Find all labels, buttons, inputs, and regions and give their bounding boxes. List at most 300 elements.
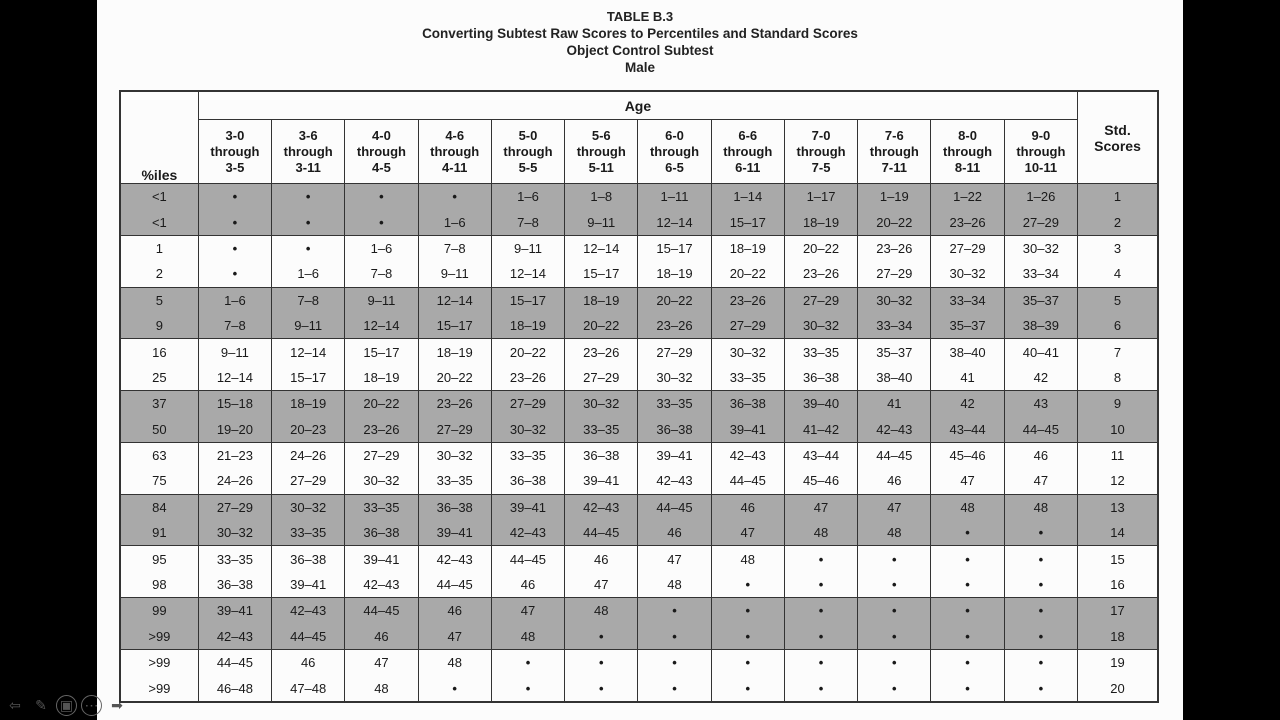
raw-score-cell: 45–46 (931, 442, 1004, 468)
raw-score-cell: 47 (784, 494, 857, 520)
table-row (120, 675, 1158, 701)
std-label-line2: Scores (1094, 137, 1141, 154)
raw-score-cell: • (858, 624, 931, 650)
raw-score-cell: 20–22 (784, 235, 857, 261)
raw-score-cell: • (565, 650, 638, 676)
raw-score-cell: 44–45 (858, 442, 931, 468)
table-row (120, 598, 1158, 624)
std-score-cell: 4 (1078, 261, 1158, 287)
raw-score-cell: 47 (345, 650, 418, 676)
raw-score-cell: 33–35 (198, 546, 271, 572)
raw-score-cell: 30–32 (418, 442, 491, 468)
raw-score-cell: 33–34 (931, 287, 1004, 313)
raw-score-cell: 48 (711, 546, 784, 572)
raw-score-cell: 44–45 (565, 520, 638, 546)
raw-score-cell: 35–37 (931, 313, 1004, 339)
raw-score-cell: 27–29 (418, 417, 491, 443)
age-column-header-line: through (356, 143, 406, 159)
raw-score-cell: 48 (345, 675, 418, 701)
percentile-cell: 84 (120, 494, 198, 520)
raw-score-cell: 43–44 (931, 417, 1004, 443)
raw-score-cell: • (931, 572, 1004, 598)
std-score-cell: 1 (1078, 184, 1158, 210)
raw-score-cell: 20–22 (711, 261, 784, 287)
raw-score-cell: • (418, 184, 491, 210)
raw-score-cell: 36–38 (345, 520, 418, 546)
raw-score-cell: • (272, 235, 345, 261)
raw-score-cell: • (1004, 546, 1077, 572)
raw-score-cell: 1–6 (345, 235, 418, 261)
raw-score-cell: 30–32 (784, 313, 857, 339)
raw-score-cell: 33–34 (858, 313, 931, 339)
std-score-cell: 14 (1078, 520, 1158, 546)
std-score-cell: 17 (1078, 598, 1158, 624)
raw-score-cell: 47 (565, 572, 638, 598)
std-score-cell: 3 (1078, 235, 1158, 261)
raw-score-cell: 18–19 (491, 313, 564, 339)
percentile-cell: 63 (120, 442, 198, 468)
age-column-header-line: 9-0 (1031, 127, 1051, 143)
age-column-header-line: through (869, 143, 919, 159)
age-column-header-line: 4-0 (372, 127, 391, 143)
raw-score-cell: 18–19 (638, 261, 711, 287)
raw-score-cell: 48 (858, 520, 931, 546)
raw-score-cell: • (711, 650, 784, 676)
raw-score-cell: • (858, 675, 931, 701)
table-row (120, 339, 1158, 365)
raw-score-cell: 24–26 (198, 468, 271, 494)
table-gender: Male (624, 60, 655, 75)
table-row (120, 209, 1158, 235)
raw-score-cell: 47 (858, 494, 931, 520)
raw-score-cell: • (711, 675, 784, 701)
raw-score-cell: 44–45 (198, 650, 271, 676)
raw-score-cell: • (345, 184, 418, 210)
raw-score-cell: 44–45 (711, 468, 784, 494)
raw-score-cell: • (784, 624, 857, 650)
raw-score-cell: 47 (711, 520, 784, 546)
percentile-cell: 99 (120, 598, 198, 624)
raw-score-cell: 27–29 (345, 442, 418, 468)
raw-score-cell: 42–43 (711, 442, 784, 468)
raw-score-cell: • (638, 624, 711, 650)
age-column-header-line: 3-11 (295, 159, 321, 175)
std-score-cell: 15 (1078, 546, 1158, 572)
raw-score-cell: 1–17 (784, 184, 857, 210)
table-title: Converting Subtest Raw Scores to Percentiles and Standard Scores (422, 26, 858, 41)
raw-score-cell: • (565, 675, 638, 701)
percentile-cell: 98 (120, 572, 198, 598)
raw-score-cell: 39–41 (638, 442, 711, 468)
raw-score-cell: 9–11 (565, 209, 638, 235)
age-column-header-line: 8-0 (958, 127, 977, 143)
percentile-cell: 95 (120, 546, 198, 572)
raw-score-cell: 46 (1004, 442, 1077, 468)
age-column-header-line: 4-5 (372, 159, 391, 175)
raw-score-cell: • (1004, 624, 1077, 650)
raw-score-cell: 42–43 (198, 624, 271, 650)
raw-score-cell: 1–14 (711, 184, 784, 210)
raw-score-cell: 47–48 (272, 675, 345, 701)
age-column-header-line: through (430, 143, 480, 159)
raw-score-cell: 46 (345, 624, 418, 650)
age-column-header-line: through (943, 143, 993, 159)
raw-score-cell: • (784, 650, 857, 676)
age-column-header-line: through (649, 143, 700, 159)
raw-score-cell: 38–40 (931, 339, 1004, 365)
raw-score-cell: 12–14 (272, 339, 345, 365)
raw-score-cell: 39–41 (491, 494, 564, 520)
raw-score-cell: 38–39 (1004, 313, 1077, 339)
std-score-cell: 12 (1078, 468, 1158, 494)
raw-score-cell: 43–44 (784, 442, 857, 468)
age-column-header (711, 120, 784, 184)
table-row (120, 468, 1158, 494)
table-row (120, 624, 1158, 650)
raw-score-cell: 12–14 (565, 235, 638, 261)
raw-score-cell: 12–14 (345, 313, 418, 339)
raw-score-cell: • (858, 546, 931, 572)
raw-score-cell: 44–45 (1004, 417, 1077, 443)
raw-score-cell: 15–17 (272, 365, 345, 391)
raw-score-cell: 46 (491, 572, 564, 598)
raw-score-cell: 46 (711, 494, 784, 520)
raw-score-cell: • (784, 675, 857, 701)
std-score-cell: 20 (1078, 675, 1158, 701)
raw-score-cell: 30–32 (711, 339, 784, 365)
raw-score-cell: 35–37 (1004, 287, 1077, 313)
raw-score-cell: 1–6 (418, 209, 491, 235)
percentile-cell: <1 (120, 209, 198, 235)
raw-score-cell: 33–35 (638, 391, 711, 417)
raw-score-cell: 39–41 (711, 417, 784, 443)
raw-score-cell: • (1004, 572, 1077, 598)
document-page (97, 0, 1183, 720)
raw-score-cell: 46–48 (198, 675, 271, 701)
percentile-cell: 16 (120, 339, 198, 365)
raw-score-cell: 36–38 (491, 468, 564, 494)
raw-score-cell: 7–8 (272, 287, 345, 313)
raw-score-cell: 20–22 (491, 339, 564, 365)
raw-score-cell: 42–43 (491, 520, 564, 546)
raw-score-cell: 15–18 (198, 391, 271, 417)
raw-score-cell: 18–19 (345, 365, 418, 391)
age-column-header (491, 120, 564, 184)
raw-score-cell: 30–32 (491, 417, 564, 443)
raw-score-cell: • (491, 650, 564, 676)
raw-score-cell: 46 (638, 520, 711, 546)
raw-score-cell: 1–6 (272, 261, 345, 287)
raw-score-cell: 42 (931, 391, 1004, 417)
raw-score-cell: • (345, 209, 418, 235)
raw-score-cell: 15–17 (491, 287, 564, 313)
raw-score-cell: • (198, 235, 271, 261)
raw-score-cell: • (931, 546, 1004, 572)
raw-score-cell: • (198, 184, 271, 210)
raw-score-cell: 33–35 (565, 417, 638, 443)
table-row (120, 442, 1158, 468)
percentile-cell: 37 (120, 391, 198, 417)
raw-score-cell: 1–22 (931, 184, 1004, 210)
raw-score-cell: 20–22 (418, 365, 491, 391)
raw-score-cell: 19–20 (198, 417, 271, 443)
raw-score-cell: 27–29 (491, 391, 564, 417)
raw-score-cell: 20–22 (858, 209, 931, 235)
raw-score-cell: 44–45 (345, 598, 418, 624)
percentile-header: %iles (120, 91, 198, 184)
age-column-header-line: through (283, 143, 333, 159)
raw-score-cell: 42–43 (565, 494, 638, 520)
raw-score-cell: 36–38 (272, 546, 345, 572)
raw-score-cell: • (931, 650, 1004, 676)
age-column-header-line: 5-11 (588, 159, 614, 175)
raw-score-cell: 23–26 (418, 391, 491, 417)
raw-score-cell: 41–42 (784, 417, 857, 443)
std-score-cell: 7 (1078, 339, 1158, 365)
raw-score-cell: 1–8 (565, 184, 638, 210)
raw-score-cell: 15–17 (638, 235, 711, 261)
age-column-header (272, 120, 345, 184)
age-column-header-line: 3-0 (225, 127, 245, 143)
raw-score-cell: • (1004, 675, 1077, 701)
raw-score-cell: • (1004, 520, 1077, 546)
std-score-cell: 18 (1078, 624, 1158, 650)
table-row (120, 391, 1158, 417)
raw-score-cell: 44–45 (418, 572, 491, 598)
age-column-header-line: through (796, 143, 846, 159)
table-row (120, 572, 1158, 598)
age-column-header (198, 120, 271, 184)
raw-score-cell: 30–32 (931, 261, 1004, 287)
percentile-cell: 5 (120, 287, 198, 313)
raw-score-cell: • (638, 675, 711, 701)
raw-score-cell: 48 (931, 494, 1004, 520)
age-column-header-line: 6-5 (665, 159, 684, 175)
arrow-right-icon[interactable]: ➡ (111, 696, 123, 713)
raw-score-cell: 9–11 (272, 313, 345, 339)
raw-score-cell: • (638, 598, 711, 624)
raw-score-cell: 38–40 (858, 365, 931, 391)
age-column-header-line: 4-11 (442, 159, 468, 175)
raw-score-cell: • (198, 261, 271, 287)
age-column-header-line: 3-5 (225, 159, 245, 175)
table-row (120, 546, 1158, 572)
percentile-cell: 25 (120, 365, 198, 391)
raw-score-cell: 39–41 (418, 520, 491, 546)
raw-score-cell: • (1004, 598, 1077, 624)
table-row (120, 184, 1158, 210)
table-row (120, 520, 1158, 546)
pen-icon[interactable]: ✎ (35, 696, 47, 713)
raw-score-cell: 42–43 (345, 572, 418, 598)
std-score-cell: 2 (1078, 209, 1158, 235)
raw-score-cell: • (638, 650, 711, 676)
raw-score-cell: 27–29 (1004, 209, 1077, 235)
raw-score-cell: 30–32 (1004, 235, 1077, 261)
std-score-cell: 6 (1078, 313, 1158, 339)
raw-score-cell: 18–19 (272, 391, 345, 417)
percentile-cell: >99 (120, 624, 198, 650)
table-row (120, 313, 1158, 339)
raw-score-cell: 39–41 (198, 598, 271, 624)
table-title-block (97, 8, 1183, 76)
age-column-header (858, 120, 931, 184)
std-score-cell: 19 (1078, 650, 1158, 676)
table-row (120, 417, 1158, 443)
age-column-header (345, 120, 418, 184)
age-column-header (784, 120, 857, 184)
std-score-cell: 16 (1078, 572, 1158, 598)
raw-score-cell: • (784, 598, 857, 624)
raw-score-cell: • (711, 572, 784, 598)
raw-score-cell: 21–23 (198, 442, 271, 468)
raw-score-cell: 36–38 (784, 365, 857, 391)
raw-score-cell: 18–19 (418, 339, 491, 365)
raw-score-cell: 36–38 (418, 494, 491, 520)
raw-score-cell: 33–35 (784, 339, 857, 365)
percentile-cell: 75 (120, 468, 198, 494)
age-column-header-line: 3-6 (298, 127, 318, 143)
raw-score-cell: 23–26 (638, 313, 711, 339)
raw-score-cell: 40–41 (1004, 339, 1077, 365)
raw-score-cell: • (931, 624, 1004, 650)
raw-score-cell: 27–29 (711, 313, 784, 339)
table-row (120, 494, 1158, 520)
raw-score-cell: 47 (931, 468, 1004, 494)
age-column-header-line: 6-11 (735, 159, 761, 175)
raw-score-cell: 41 (858, 391, 931, 417)
age-column-header (638, 120, 711, 184)
raw-score-cell: 20–23 (272, 417, 345, 443)
raw-score-cell: 44–45 (638, 494, 711, 520)
raw-score-cell: 47 (1004, 468, 1077, 494)
raw-score-cell: 27–29 (638, 339, 711, 365)
age-column-header (418, 120, 491, 184)
table-row (120, 235, 1158, 261)
raw-score-cell: • (858, 598, 931, 624)
percentile-cell: 9 (120, 313, 198, 339)
raw-score-cell: 1–26 (1004, 184, 1077, 210)
raw-score-cell: 20–22 (565, 313, 638, 339)
percentile-cell: <1 (120, 184, 198, 210)
raw-score-cell: 27–29 (565, 365, 638, 391)
raw-score-cell: 44–45 (491, 546, 564, 572)
raw-score-cell: 42–43 (858, 417, 931, 443)
raw-score-cell: 46 (418, 598, 491, 624)
raw-score-cell: 20–22 (345, 391, 418, 417)
percentile-cell: 50 (120, 417, 198, 443)
raw-score-cell: 39–41 (565, 468, 638, 494)
raw-score-cell: 23–26 (784, 261, 857, 287)
raw-score-cell: 35–37 (858, 339, 931, 365)
table-row (120, 261, 1158, 287)
age-column-header-line: 4-6 (445, 127, 465, 143)
raw-score-cell: 33–35 (418, 468, 491, 494)
raw-score-cell: 39–41 (345, 546, 418, 572)
age-column-header-line: 6-0 (665, 127, 684, 143)
raw-score-cell: 20–22 (638, 287, 711, 313)
raw-score-cell: 18–19 (565, 287, 638, 313)
table-row (120, 650, 1158, 676)
percentile-cell: 2 (120, 261, 198, 287)
raw-score-cell: 15–17 (345, 339, 418, 365)
raw-score-cell: 30–32 (272, 494, 345, 520)
raw-score-cell: 42–43 (272, 598, 345, 624)
raw-score-cell: 33–35 (272, 520, 345, 546)
raw-score-cell: • (1004, 650, 1077, 676)
raw-score-cell: 48 (565, 598, 638, 624)
age-column-header-line: 5-0 (518, 127, 538, 143)
raw-score-cell: 47 (491, 598, 564, 624)
age-column-header-line: 10-11 (1024, 159, 1058, 175)
raw-score-cell: • (198, 209, 271, 235)
raw-score-cell: 1–11 (638, 184, 711, 210)
screen-icon[interactable]: ▣ (56, 695, 77, 716)
raw-score-cell: • (711, 624, 784, 650)
age-column-header-line: 7-5 (811, 159, 831, 175)
more-icon[interactable]: ⋯ (81, 695, 102, 716)
raw-score-cell: 27–29 (198, 494, 271, 520)
raw-score-cell: 9–11 (198, 339, 271, 365)
raw-score-cell: • (272, 209, 345, 235)
slide-toolbar (4, 693, 128, 717)
std-score-cell: 8 (1078, 365, 1158, 391)
std-score-cell: 5 (1078, 287, 1158, 313)
table-row (120, 287, 1158, 313)
raw-score-cell: 30–32 (198, 520, 271, 546)
raw-score-cell: 48 (418, 650, 491, 676)
arrow-left-icon[interactable]: ⇦ (9, 696, 21, 713)
raw-score-cell: • (858, 572, 931, 598)
raw-score-cell: 36–38 (711, 391, 784, 417)
std-score-cell: 13 (1078, 494, 1158, 520)
raw-score-cell: 42–43 (418, 546, 491, 572)
age-column-header-line: through (210, 143, 260, 159)
std-score-cell: 10 (1078, 417, 1158, 443)
age-column-header-line: through (1016, 143, 1066, 159)
raw-score-cell: 23–26 (931, 209, 1004, 235)
raw-score-cell: 45–46 (784, 468, 857, 494)
raw-score-cell: 9–11 (345, 287, 418, 313)
raw-score-cell: • (272, 184, 345, 210)
raw-score-cell: 12–14 (638, 209, 711, 235)
age-column-header-line: 5-6 (591, 127, 611, 143)
raw-score-cell: 48 (491, 624, 564, 650)
raw-score-cell: 33–35 (491, 442, 564, 468)
raw-score-cell: • (931, 675, 1004, 701)
raw-score-cell: 7–8 (491, 209, 564, 235)
raw-score-cell: 1–19 (858, 184, 931, 210)
raw-score-cell: 24–26 (272, 442, 345, 468)
age-column-header-line: through (576, 143, 626, 159)
raw-score-cell: 48 (1004, 494, 1077, 520)
raw-score-cell: 23–26 (858, 235, 931, 261)
raw-score-cell: • (931, 598, 1004, 624)
percentile-cell: 91 (120, 520, 198, 546)
raw-score-cell: • (858, 650, 931, 676)
raw-score-cell: 47 (418, 624, 491, 650)
raw-score-cell: 15–17 (565, 261, 638, 287)
raw-score-cell: 48 (784, 520, 857, 546)
raw-score-cell: 46 (858, 468, 931, 494)
raw-score-cell: 46 (272, 650, 345, 676)
raw-score-cell: 46 (565, 546, 638, 572)
raw-score-cell: 7–8 (345, 261, 418, 287)
raw-score-cell: 39–41 (272, 572, 345, 598)
raw-score-cell: 7–8 (418, 235, 491, 261)
age-column-header-line: 8-11 (954, 159, 981, 175)
age-column-header-line: 6-6 (738, 127, 758, 143)
